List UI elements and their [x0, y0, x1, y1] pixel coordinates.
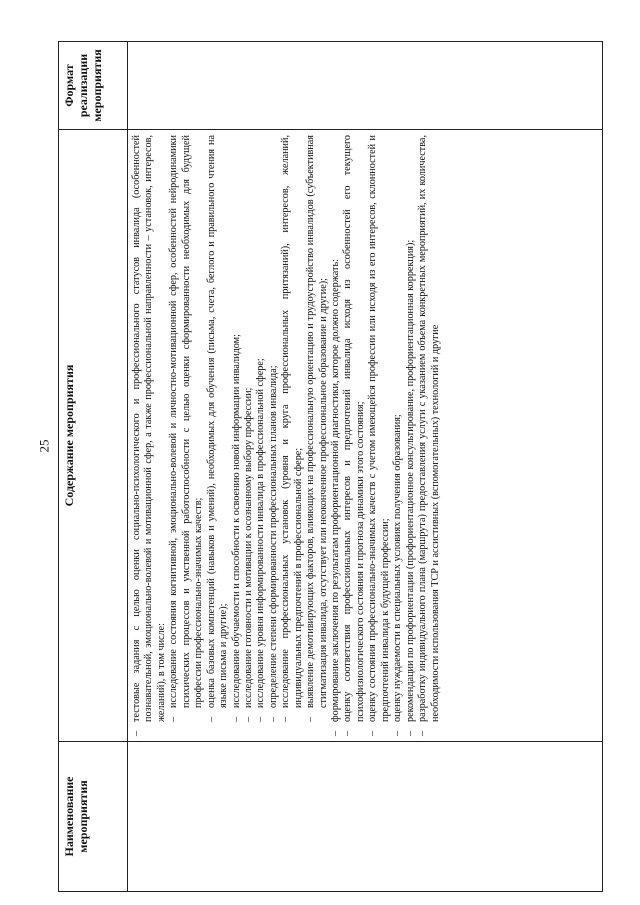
list-dash: – [242, 716, 254, 722]
list-dash: – [205, 716, 217, 722]
list-dash: – [131, 730, 142, 736]
list-dash: – [168, 716, 180, 722]
list-dash: – [342, 730, 354, 736]
list-dash: – [230, 716, 242, 722]
list-item [243, 135, 255, 736]
list-dash: – [417, 730, 429, 736]
list-dash: – [367, 730, 379, 736]
list-item-text: оценка базовых компетенций (навыков и умений), необходимых для обучения (письма, счета, беглого и правильного чтения на языке письма и другие); [205, 135, 230, 708]
list-dash: – [255, 716, 267, 722]
header-event-name: Наименование мероприятия [59, 742, 128, 892]
list-item-text: определение степени сформированности профессиональных планов инвалида; [267, 365, 279, 708]
header-event-format: Формат реализации мероприятия [59, 42, 128, 130]
list-item [405, 135, 417, 736]
list-dash: – [305, 716, 317, 722]
list-item-text: исследование обучаемости и способности к освоению новой информации инвалидом; [230, 334, 242, 708]
list-item [392, 135, 404, 736]
list-item-text: разработку индивидуального плана (маршрута) предоставления услуги с указанием объема конкретных мероприятий, их количества, необходимости использования ТСР и ассистивных (вспомогательных) технологий и другие [417, 135, 441, 722]
list-item-text: исследование состояния когнитивной, эмоционально-волевой и личностно-мотивационной сфер, особенностей нейродинамики психических процессов и умственной работоспособности с целью оценки сформированности необходимых для будущей профессии профессионально-значимых качеств; [168, 135, 205, 708]
list-item-text: исследование профессиональных установок (уровня и круга профессиональных притязаний), интересов, желаний, индивидуальных предпочтений в профессиональной сфере; [280, 135, 304, 708]
list-item [330, 135, 342, 736]
list-item-text: исследование готовности и мотивации к осознанному выбору профессии; [242, 387, 254, 708]
list-item-text: выявление демотивирующих факторов, влияющих на профессиональную ориентацию и трудоустройство инвалидов (субъективная стигматизация инвалида, отсутствует или неоконченное профессиональное образование и другие); [305, 135, 329, 708]
list-dash: – [267, 716, 279, 722]
cell-event-name [128, 742, 603, 892]
events-table [58, 41, 603, 892]
list-item-text: оценку соответствия профессиональных интересов и предпочтений инвалида исходя из особенностей его текущего психофизиологического состояния и прогноза динамики этого состояния; [342, 135, 366, 722]
cell-event-content [128, 130, 603, 742]
list-item [280, 135, 305, 736]
list-item-text: исследование уровня информированности инвалида в профессиональной сфере; [255, 358, 267, 708]
page-number: 25 [36, 439, 52, 453]
list-item [231, 135, 243, 736]
list-item-text: рекомендации по профориентации (профориентационное консультирование, профориентационная коррекция); [404, 239, 416, 722]
list-item [168, 135, 205, 736]
list-item [131, 135, 168, 736]
list-dash: – [404, 730, 416, 736]
list-item [305, 135, 330, 736]
header-event-content: Содержание мероприятия [59, 130, 128, 742]
table-header-row [59, 42, 128, 892]
list-dash: – [330, 730, 341, 736]
list-item-text: оценку состояния профессионально-значимых качеств с учетом имеющейся профессии или исходя из его интересов, склонностей и предпочтений инвалида к будущей профессии; [367, 135, 391, 722]
list-item [367, 135, 392, 736]
list-item-text: тестовые задания с целью оценки социально-психологического и профессионального статусов инвалида (особенностей познавательной, эмоционально-волевой и мотивационной сфер, а также профессиональной направленности – установок, интересов, желаний), в том числе: [131, 135, 167, 722]
list-item [342, 135, 367, 736]
list-item [268, 135, 280, 736]
rotated-page-frame [58, 42, 603, 892]
list-dash: – [280, 716, 292, 722]
list-item-text: формирование заключения по результатам профориентационной диагностики, которое должно содержать: [330, 259, 341, 722]
list-item-text: оценку нуждаемости в специальных условиях получения образования; [392, 414, 404, 722]
cell-event-format [128, 42, 603, 130]
list-item [417, 135, 442, 736]
rotated-table-wrapper [58, 42, 603, 892]
table-row [128, 42, 603, 892]
list-dash: – [392, 730, 404, 736]
content-list [131, 135, 442, 736]
list-item [206, 135, 231, 736]
list-item [255, 135, 267, 736]
